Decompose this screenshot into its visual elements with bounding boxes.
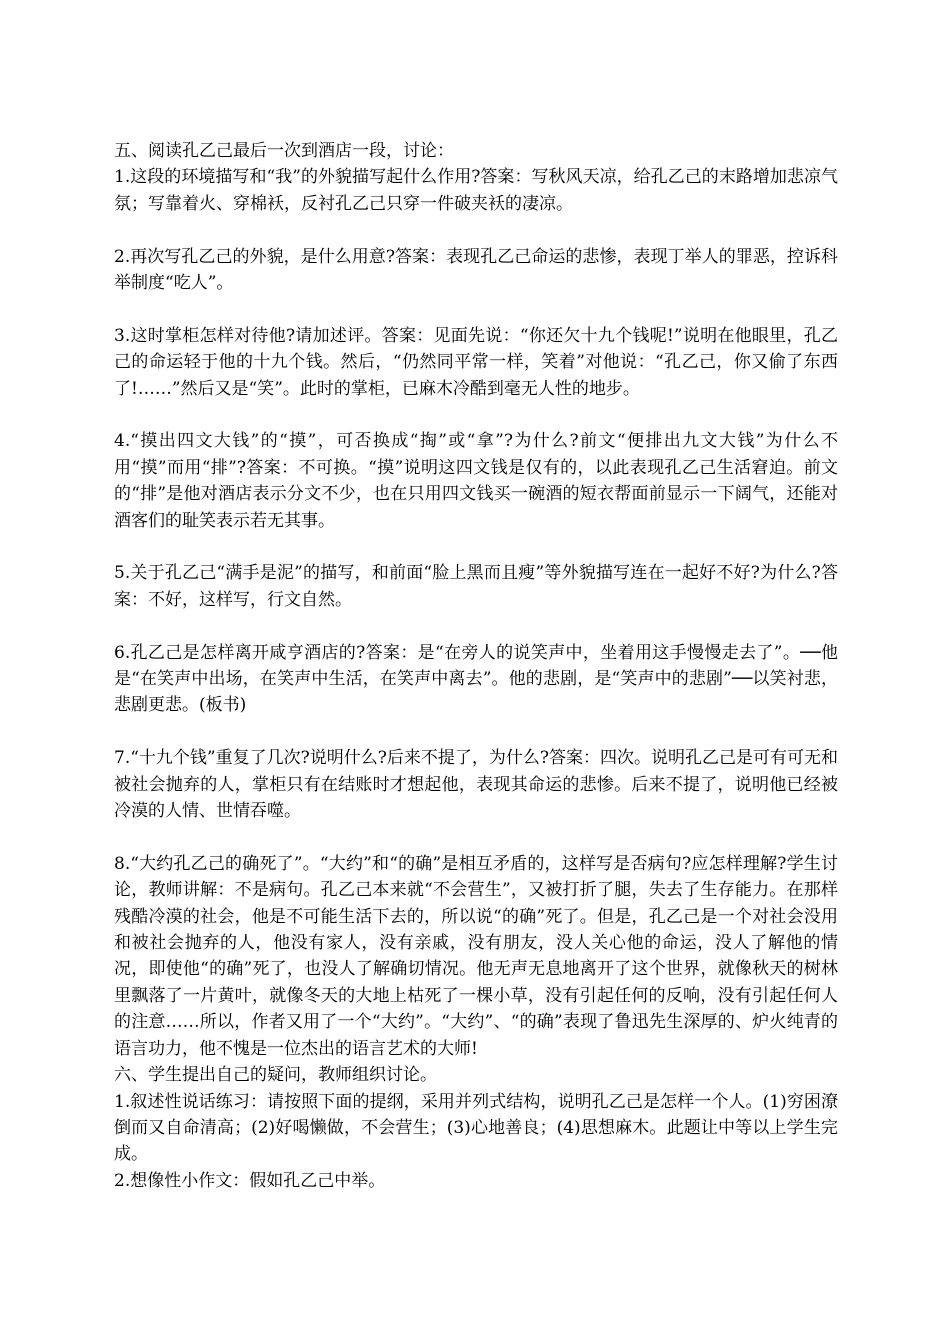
document-page <box>114 138 838 1194</box>
paragraph-gap <box>114 719 838 745</box>
paragraph-gap <box>114 296 838 322</box>
question-6: 6.孔乙己是怎样离开咸亨酒店的?答案：是“在旁人的说笑声中，坐着用这手慢慢走去了”。──他是“在笑声中出场，在笑声中生活，在笑声中离去”。他的悲剧，是“笑声中的悲剧”──以笑衬悲，悲剧更悲。(板书) <box>114 642 838 716</box>
paragraph-gap <box>114 534 838 560</box>
question-7: 7.“十九个钱”重复了几次?说明什么?后来不提了，为什么?答案：四次。说明孔乙己是可有可无和被社会抛弃的人，掌柜只有在结账时才想起他，表现其命运的悲惨。后来不提了，说明他已经被冷漠的人情、世情吞噬。 <box>114 748 838 822</box>
question-2: 2.再次写孔乙己的外貌，是什么用意?答案：表现孔乙己命运的悲惨，表现丁举人的罪恶，控诉科举制度“吃人”。 <box>114 246 838 294</box>
paragraph-gap <box>114 613 838 639</box>
paragraph-gap <box>114 217 838 243</box>
question-3: 3.这时掌柜怎样对待他?请加述评。答案：见面先说：“你还欠十九个钱呢!”说明在他眼里，孔乙己的命运轻于他的十九个钱。然后，“仍然同平常一样，笑着”对他说：“孔乙己，你又偷了东西了!……”然后又是“笑”。此时的掌柜，已麻木冷酷到毫无人性的地步。 <box>114 325 838 399</box>
question-4: 4.“摸出四文大钱”的“摸”，可否换成“掏”或“拿”?为什么?前文“便排出九文大钱”为什么不用“摸”而用“排”?答案：不可换。“摸”说明这四文钱是仅有的，以此表现孔乙己生活窘迫。前文的“排”是他对酒店表示分文不少，也在只用四文钱买一碗酒的短衣帮面前显示一下阔气，还能对酒客们的耻笑表示若无其事。 <box>114 431 838 531</box>
task-2: 2.想像性小作文：假如孔乙己中举。 <box>114 1170 386 1191</box>
question-8: 8.“大约孔乙己的确死了”。“大约”和“的确”是相互矛盾的，这样写是否病句?应怎样理解?学生讨论，教师讲解：不是病句。孔乙己本来就“不会营生”，又被打折了腿，失去了生存能力。在那样残酷冷漠的社会，他是不可能生活下去的，所以说“的确”死了。但是，孔乙己是一个对社会没用和被社会抛弃的人，他没有家人，没有亲戚，没有朋友，没人关心他的命运，没人了解他的情况，即使他“的确”死了，也没人了解确切情况。他无声无息地离开了这个世界，就像秋天的树林里飘落了一片黄叶，就像冬天的大地上枯死了一棵小草，没有引起任何的反响，没有引起任何人的注意……所以，作者又用了一个“大约”。“大约”、“的确”表现了鲁迅先生深厚的、炉火纯青的语言功力，他不愧是一位杰出的语言艺术的大师! <box>114 853 838 1059</box>
task-1: 1.叙述性说话练习：请按照下面的提纲，采用并列式结构，说明孔乙己是怎样一个人。(1)穷困潦倒而又自命清高；(2)好喝懒做，不会营生；(3)心地善良；(4)思想麻木。此题让中等以上学生完成。 <box>114 1091 838 1165</box>
paragraph-gap <box>114 402 838 428</box>
section-five-heading: 五、阅读孔乙己最后一次到酒店一段，讨论： <box>114 141 454 161</box>
paragraph-gap <box>114 824 838 850</box>
question-5: 5.关于孔乙己“满手是泥”的描写，和前面“脸上黑而且瘦”等外貌描写连在一起好不好?为什么?答案：不好，这样写，行文自然。 <box>114 563 838 610</box>
section-six-heading: 六、学生提出自己的疑问，教师组织讨论。 <box>114 1065 437 1086</box>
question-1: 1.这段的环境描写和“我”的外貌描写起什么作用?答案：写秋风天凉，给孔乙己的末路增加悲凉气氛；写靠着火、穿棉袄，反衬孔乙己只穿一件破夹袄的凄凉。 <box>114 167 838 214</box>
